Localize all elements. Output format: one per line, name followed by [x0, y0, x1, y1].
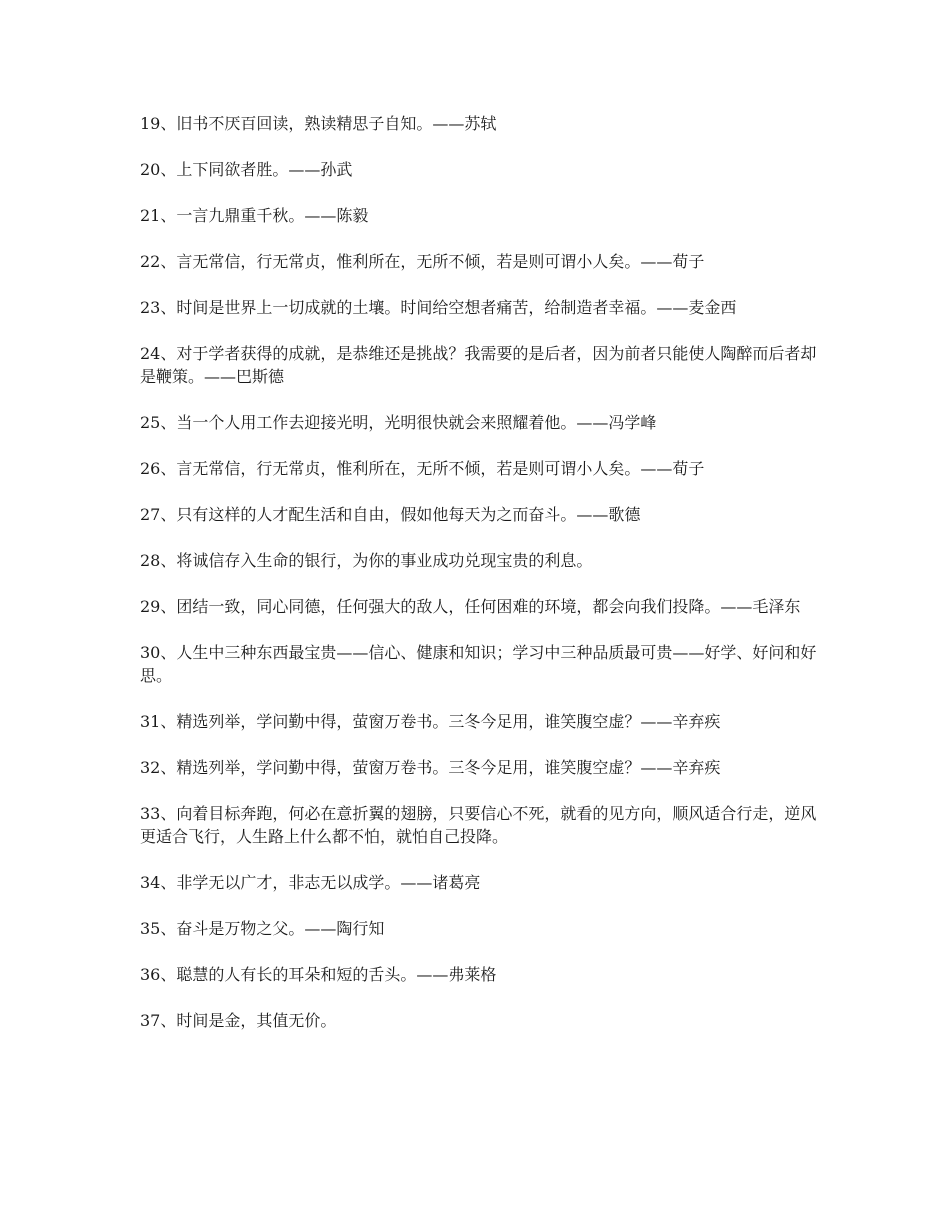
quote-entry-35: 35、奋斗是万物之父。——陶行知	[140, 919, 385, 938]
quote-entry-25: 25、当一个人用工作去迎接光明，光明很快就会来照耀着他。——冯学峰	[140, 413, 657, 432]
quote-entry-22: 22、言无常信，行无常贞，惟利所在，无所不倾，若是则可谓小人矣。——荀子	[140, 252, 705, 271]
quote-entry-32: 32、精选列举，学问勤中得，萤窗万卷书。三冬今足用，谁笑腹空虚？——辛弃疾	[140, 758, 721, 777]
quote-entry-19: 19、旧书不厌百回读，熟读精思子自知。——苏轼	[140, 114, 497, 133]
quote-entry-24: 24、对于学者获得的成就，是恭维还是挑战？我需要的是后者，因为前者只能使人陶醉而后者却是鞭策。——巴斯德	[140, 344, 817, 386]
quote-entry-30: 30、人生中三种东西最宝贵——信心、健康和知识；学习中三种品质最可贵——好学、好问和好思。	[140, 643, 817, 685]
quote-entry-31: 31、精选列举，学问勤中得，萤窗万卷书。三冬今足用，谁笑腹空虚？——辛弃疾	[140, 712, 721, 731]
quote-list	[140, 112, 820, 1055]
quote-entry-28: 28、将诚信存入生命的银行，为你的事业成功兑现宝贵的利息。	[140, 551, 593, 570]
quote-entry-23: 23、时间是世界上一切成就的土壤。时间给空想者痛苦，给制造者幸福。——麦金西	[140, 298, 737, 317]
quote-entry-37: 37、时间是金，其值无价。	[140, 1011, 337, 1030]
quote-entry-20: 20、上下同欲者胜。——孙武	[140, 160, 353, 179]
quote-entry-27: 27、只有这样的人才配生活和自由，假如他每天为之而奋斗。——歌德	[140, 505, 641, 524]
quote-entry-36: 36、聪慧的人有长的耳朵和短的舌头。——弗莱格	[140, 965, 497, 984]
quote-entry-33: 33、向着目标奔跑，何必在意折翼的翅膀，只要信心不死，就看的见方向，顺风适合行走，逆风更适合飞行，人生路上什么都不怕，就怕自己投降。	[140, 804, 817, 846]
quote-entry-34: 34、非学无以广才，非志无以成学。——诸葛亮	[140, 873, 481, 892]
quote-entry-29: 29、团结一致，同心同德，任何强大的敌人，任何困难的环境，都会向我们投降。——毛泽东	[140, 597, 801, 616]
quote-entry-26: 26、言无常信，行无常贞，惟利所在，无所不倾，若是则可谓小人矣。——荀子	[140, 459, 705, 478]
quote-entry-21: 21、一言九鼎重千秋。——陈毅	[140, 206, 369, 225]
